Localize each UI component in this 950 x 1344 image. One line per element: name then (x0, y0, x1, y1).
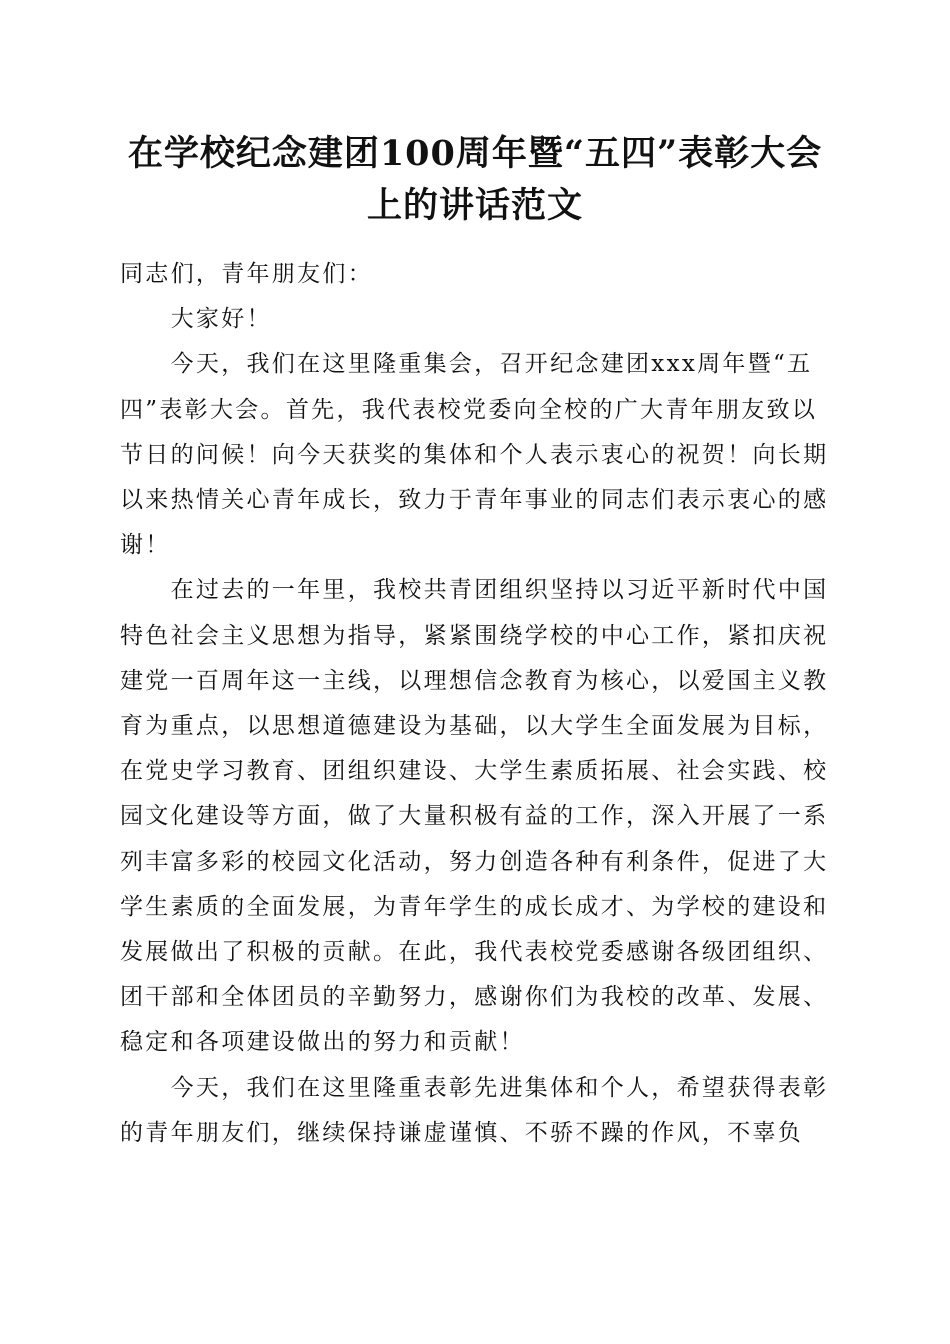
paragraph-opening: 今天，我们在这里隆重集会，召开纪念建团xxx周年暨“五四”表彰大会。首先，我代表校党委向全校的广大青年朋友致以节日的问候！向今天获奖的集体和个人表示衷心的祝贺！向长期以来热情关心青年成长，致力于青年事业的同志们表示衷心的感谢！ (120, 351, 829, 559)
greeting: 大家好！ (170, 306, 272, 333)
document-title (110, 128, 840, 232)
salutation: 同志们，青年朋友们： (120, 261, 373, 287)
paragraph-commendation: 今天，我们在这里隆重表彰先进集体和个人，希望获得表彰的青年朋友们，继续保持谦虚谨慎、不骄不躁的作风，不辜负 (120, 1074, 829, 1146)
title-line-1: 在学校纪念建团100周年暨“五四”表彰大会 (127, 133, 823, 174)
title-line-2: 上的讲话范文 (366, 185, 583, 226)
paragraph-achievements: 在过去的一年里，我校共青团组织坚持以习近平新时代中国特色社会主义思想为指导，紧紧围绕学校的中心工作，紧扣庆祝建党一百周年这一主线，以理想信念教育为核心，以爱国主义教育为重点，以思想道德建设为基础，以大学生全面发展为目标，在党史学习教育、团组织建设、大学生素质拓展、社会实践、校园文化建设等方面，做了大量积极有益的工作，深入开展了一系列丰富多彩的校园文化活动，努力创造各种有利条件，促进了大学生素质的全面发展，为青年学生的成长成才、为学校的建设和发展做出了积极的贡献。在此，我代表校党委感谢各级团组织、团干部和全体团员的辛勤努力，感谢你们为我校的改革、发展、稳定和各项建设做出的努力和贡献！ (120, 577, 829, 1056)
document-body (120, 252, 830, 1156)
